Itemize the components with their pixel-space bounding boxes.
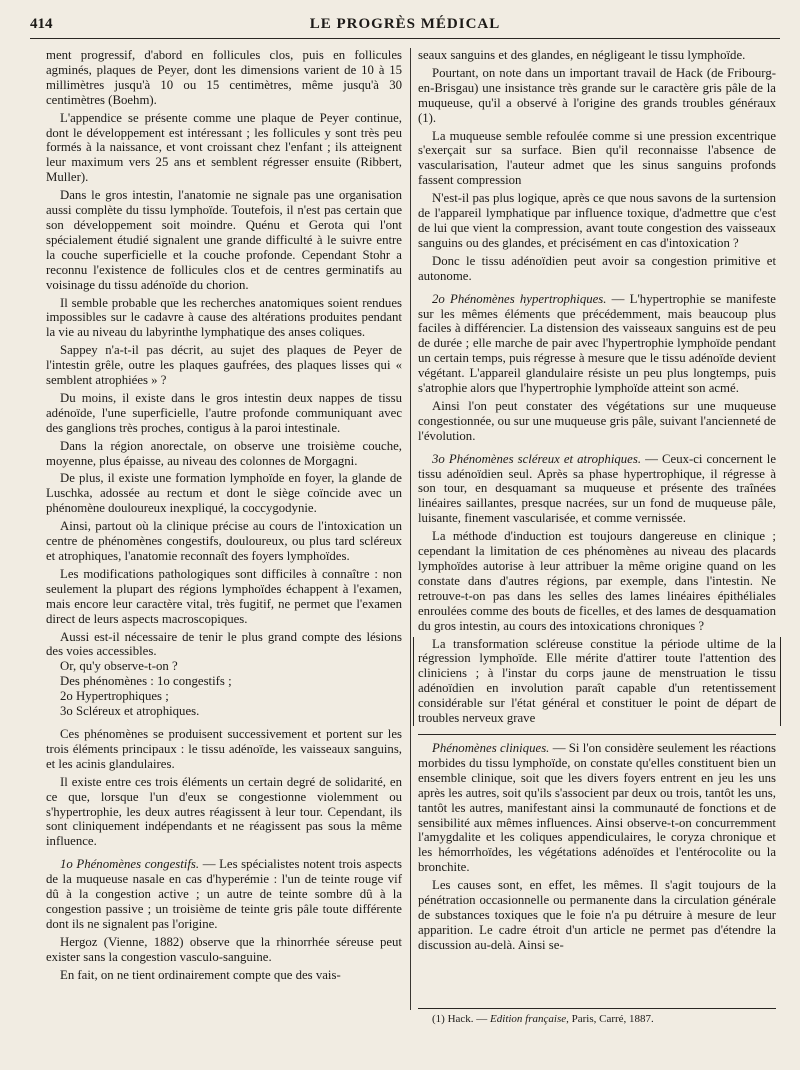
paragraph: Dans le gros intestin, l'anatomie ne signale pas une organisation aussi complète du tissu lymphoïde. Toutefois, il n'est pas certain que son développement soit moindre. Quénu et Gerota qui l'ont spécialement étudié signalent une grande difficulté à le suivre entre la couche superficielle et la couche profonde. Cependant Stohr a reconnu l'existence de follicules clos et de centres germinatifs au voisinage du tissu adénoïde du chorion.	[46, 188, 402, 292]
footnote-number: (1) Hack.	[432, 1013, 474, 1025]
paragraph: Sappey n'a-t-il pas décrit, au sujet des plaques de Peyer de l'intestin grêle, outre les plaques gaufrées, des plaques lisses qui « semblent atrophiées » ?	[46, 343, 402, 388]
footnote-rest: , Paris, Carré, 1887.	[566, 1013, 654, 1025]
boxed-paragraph	[413, 637, 781, 726]
section-text: — L'hypertrophie se manifeste sur les mêmes éléments que précédemment, mais beaucoup plus faciles à différencier. La distension des vaisseaux sanguins est de peu de durée ; elle marche de pair avec l'hypertrophie lymphoïde pendant un certain temps, puis régresse à mesure que le tissu adénoïde devient végétant. L'appareil glandulaire résiste un peu plus longtemps, puis s'atrophie alors que l'hypertrophie lymphoïde atteint son acmé.	[418, 291, 776, 396]
footnote	[432, 1013, 654, 1025]
section-separator	[418, 734, 776, 735]
paragraph-hypertrophiques	[418, 292, 776, 396]
paragraph: La muqueuse semble refoulée comme si une pression excentrique s'exerçait sur sa surface. Bien qu'il reconnaisse l'absence de vascularisation, l'auteur admet que les sinus sanguins profonds fassent compression	[418, 128, 776, 188]
section-text: — Si l'on considère seulement les réactions morbides du tissu lymphoïde, on constate qu'elles constituent bien un ensemble clinique, soit que les divers foyers entrent en jeu les uns après les autres, soit qu'ils s'associent par deux ou trois, tantôt les uns, tantôt les autres, manifestant ainsi la communauté de fonctions et de sensibilité aux mêmes influences. Ainsi observe-t-on concurremment l'amygdalite et les coliques appendiculaires, le coryza chronique et les hémorrhoïdes, les végétations adénoïdes et l'entérocolite ou la bronchite.	[418, 740, 776, 875]
paragraph: Donc le tissu adénoïdien peut avoir sa congestion primitive et autonome.	[418, 253, 776, 283]
paragraph: En fait, on ne tient ordinairement compte que des vais-	[60, 967, 341, 982]
section-heading: 3o Phénomènes scléreux et atrophiques.	[432, 451, 642, 466]
right-column	[418, 48, 776, 956]
left-column	[46, 48, 402, 985]
section-text: — Les spécialistes notent trois aspects de la muqueuse nasale en cas d'hyperémie : l'un de teinte rouge vif dû à la congestion active ; un autre de teinte sombre dû à la congestion passive ; un troisième de teinte gris pâle toute différente dont ils ne signalent pas l'origine.	[46, 857, 402, 931]
paragraph: N'est-il pas plus logique, après ce que nous savons de la surtension de l'appareil lymphatique par influence toxique, d'admettre que c'est de lui que vient la compression, avant toute congestion des vaisseaux sanguins ou des glandes, et précisément en cas d'intoxication ?	[418, 191, 776, 250]
paragraph: Ces phénomènes se produisent successivement et portent sur les trois éléments principaux : le tissu adénoïde, les vaisseaux sanguins, et les acinis glandulaires.	[46, 726, 402, 771]
column-divider	[410, 48, 411, 1010]
section-heading: Phénomènes cliniques.	[432, 740, 550, 755]
paragraph: Ainsi, partout où la clinique précise au cours de l'intoxication un centre de phénomènes congestifs, douloureux, ou plus tard scléreux et atrophiques, l'anatomie reconnaît des foyers lymphoïdes.	[46, 519, 402, 563]
section-text: — Ceux-ci concernent le tissu adénoïdien seul. Après sa phase hypertrophique, il régresse à son tour, en desquamant sa muqueuse et présente des traînées linéaires saillantes, presque nacrées, sur un fond de muqueuse pâle, luisante, finement vascularisée, et comme vernissée.	[418, 451, 776, 526]
paragraph: Ainsi l'on peut constater des végétations sur une muqueuse congestionnée, ou sur une muqueuse gris pâle, suivant l'ancienneté de l'évolution.	[418, 398, 776, 443]
paragraph: Du moins, il existe dans le gros intestin deux nappes de tissu adénoïde, l'une superficielle, l'autre profonde communiquant avec des ganglions très proches, contigus à la paroi intestinale.	[46, 390, 402, 435]
list-item: 3o Scléreux et atrophiques.	[60, 704, 200, 719]
footnote-edition: Edition française	[490, 1013, 567, 1025]
paragraph: Hergoz (Vienne, 1882) observe que la rhinorrhée séreuse peut exister sans la congestion vasculo-sanguine.	[46, 934, 402, 964]
footnote-dash: —	[473, 1013, 491, 1025]
paragraph: De plus, il existe une formation lymphoïde en foyer, la glande de Luschka, adossée au rectum et dont le siège coïncide avec un phénomène douloureux inexpliqué, la coccygodynie.	[46, 471, 402, 516]
paragraph-cliniques	[418, 741, 776, 875]
paragraph: La transformation scléreuse constitue la période ultime de la régression lymphoïde. Elle mérite d'attirer toute l'attention des cliniciens ; à l'instar du corps jaune de menstruation le tissu adénoïdien en involution paraît capable d'un retentissement considérable sur l'état général et constituer le point de départ de troubles nerveux grave	[418, 636, 776, 726]
paragraph: seaux sanguins et des glandes, en négligeant le tissu lymphoïde.	[418, 48, 746, 62]
section-heading: 1o Phénomènes congestifs.	[60, 857, 200, 872]
paragraph: Les modifications pathologiques sont difficiles à connaître : non seulement la plupart des régions lymphoïdes échappent à l'examen, mais encore leur caractère vital, très fugitif, ne permet que l'examen direct de leurs aspects macroscopiques.	[46, 566, 402, 626]
paragraph: L'appendice se présente comme une plaque de Peyer continue, dont le développement est intéressant ; les follicules y sont très peu formés à la naissance, et vont croissant chez l'enfant ; ils atteignent leur maximum vers 25 ans et semblent régresser ensuite (Ribbert, Muller).	[46, 110, 402, 185]
page-number: 414	[30, 16, 53, 32]
paragraph: Aussi est-il nécessaire de tenir le plus grand compte des lésions des voies accessibles.	[46, 629, 402, 659]
page-header	[30, 12, 780, 39]
section-heading: 2o Phénomènes hypertrophiques.	[432, 291, 607, 306]
paragraph: La méthode d'induction est toujours dangereuse en clinique ; cependant la limitation de ces phénomènes au niveau des placards lymphoïdes autorise à leur attribuer la même origine quand on les constate dans d'autres régions, par exemple, dans l'intestin. Ne retrouve-t-on pas dans les selles des lames linéaires épithéliales enroulées comme des bouts de ficelles, et des lames de desquamation du gros intestin, au cours des intoxications chroniques ?	[418, 529, 776, 633]
paragraph: Pourtant, on note dans un important travail de Hack (de Fribourg-en-Brisgau) une insistance très grande sur le caractère gris pâle de la muqueuse, qu'il a observé à l'origine des grands troubles généraux (1).	[418, 65, 776, 125]
footnote-rule	[418, 1008, 776, 1009]
list-item: 2o Hypertrophiques ;	[60, 689, 169, 704]
paragraph: Dans la région anorectale, on observe une troisième couche, moyenne, plus épaisse, au niveau des colonnes de Morgagni.	[46, 438, 402, 468]
list-item: Des phénomènes : 1o congestifs ;	[60, 674, 232, 689]
question: Or, qu'y observe-t-on ?	[60, 659, 178, 674]
running-title: LE PROGRÈS MÉDICAL	[309, 16, 501, 32]
paragraph: Les causes sont, en effet, les mêmes. Il s'agit toujours de la pénétration occasionnelle ou permanente dans la circulation générale de substances toxiques que le foie n'a pu détruire à mesure de leur apparition. Le cadre étroit d'un article ne permet pas d'étendre la discussion au-delà. Ainsi se-	[418, 878, 776, 952]
paragraph: Il semble probable que les recherches anatomiques soient rendues impossibles sur le cadavre à cause des altérations produites pendant la vie au niveau du labyrinthe lymphatique des anses coliques.	[46, 295, 402, 340]
paragraph-scleroux	[418, 452, 776, 527]
paragraph: Il existe entre ces trois éléments un certain degré de solidarité, en ce que, lorsque l'un d'eux se congestionne violemment ou s'hypertrophie, les deux autres réagissent à leur tour. Cependant, ils sont cliniquement indépendants et ne réagissent pas sous la même influence.	[46, 774, 402, 849]
paragraph-congestifs	[46, 857, 402, 932]
paragraph: ment progressif, d'abord en follicules clos, puis en follicules agminés, plaques de Peyer, dont les dimensions varient de 10 à 15 millimètres jusqu'à 10 ou 15 centimètres, même jusqu'à 30 centimètres (Boehm).	[46, 48, 402, 107]
